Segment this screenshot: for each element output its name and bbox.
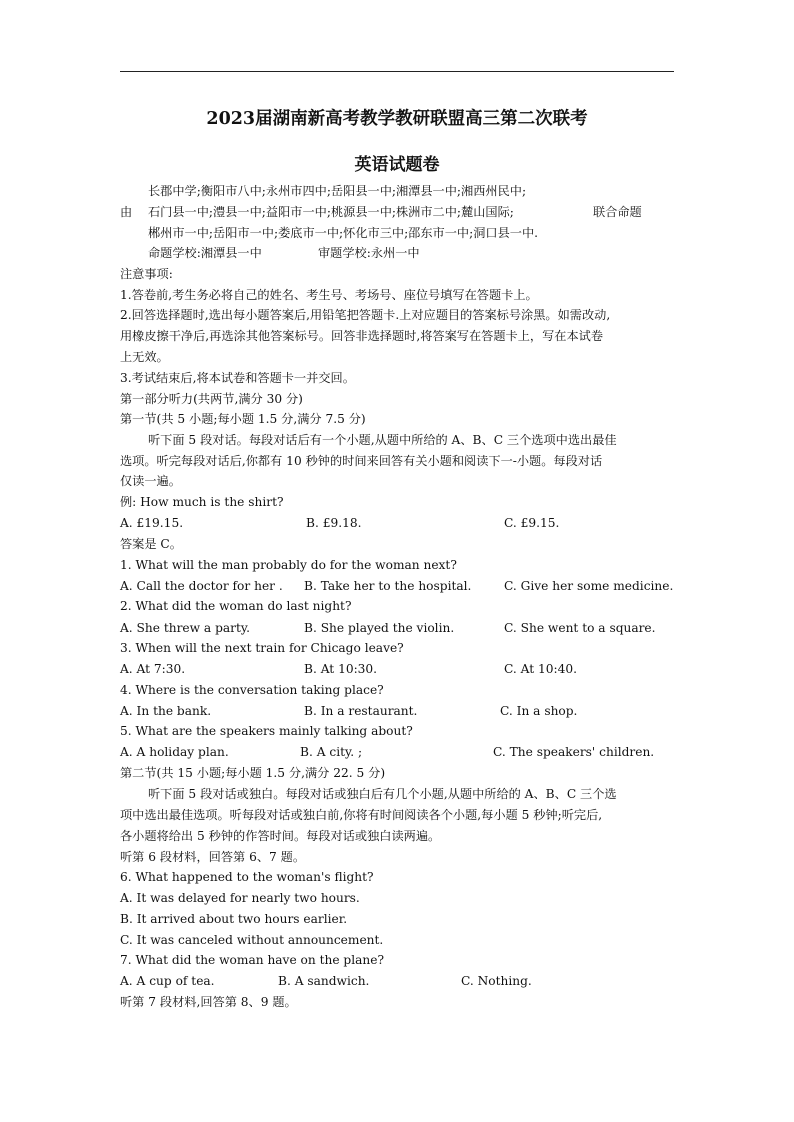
note-2-line-3: 上无效。 bbox=[120, 350, 169, 364]
top-rule bbox=[120, 71, 674, 72]
question-6: 6. What happened to the woman's flight? bbox=[120, 870, 374, 884]
q3-option-a: A. At 7:30. bbox=[120, 662, 186, 676]
q1-option-b: B. Take her to the hospital. bbox=[304, 579, 472, 593]
question-7: 7. What did the woman have on the plane? bbox=[120, 953, 384, 967]
schools-you: 由 bbox=[120, 205, 133, 219]
section2-instructions-3: 各小题将给出 5 秒钟的作答时间。每段对话或独白读两遍。 bbox=[120, 829, 441, 843]
question-4: 4. Where is the conversation taking place? bbox=[120, 683, 384, 697]
q6-option-c: C. It was canceled without announcement. bbox=[120, 933, 384, 947]
section1-instructions-2: 选项。听完每段对话后,你都有 10 秒钟的时间来回答有关小题和阅读下一-小题。每段对话 bbox=[120, 454, 603, 468]
q3-option-b: B. At 10:30. bbox=[304, 662, 378, 676]
question-5: 5. What are the speakers mainly talking about? bbox=[120, 724, 413, 738]
exam-title: 2023届湖南新高考教学教研联盟高三第二次联考 bbox=[206, 109, 588, 129]
example-question: 例: How much is the shirt? bbox=[120, 495, 284, 509]
q7-option-b: B. A sandwich. bbox=[278, 974, 370, 988]
reviewer-school: 审题学校:永州一中 bbox=[318, 246, 420, 260]
example-option-b: B. £9.18. bbox=[306, 516, 362, 530]
note-2-line-1: 2.回答选择题时,选出每小题答案后,用铅笔把答题卡.上对应题目的答案标号涂黑。如需改动, bbox=[120, 308, 611, 322]
q4-option-b: B. In a restaurant. bbox=[304, 704, 418, 718]
example-option-a: A. £19.15. bbox=[120, 516, 184, 530]
note-1: 1.答卷前,考生务必将自己的姓名、考生号、考场号、座位号填写在答题卡上。 bbox=[120, 288, 538, 302]
material-7-heading: 听第 7 段材料,回答第 8、9 题。 bbox=[120, 995, 297, 1009]
q5-option-c: C. The speakers' children. bbox=[493, 745, 655, 759]
section1-instructions-3: 仅读一遍。 bbox=[120, 474, 181, 488]
exam-subtitle: 英语试题卷 bbox=[354, 155, 440, 175]
q1-option-a: A. Call the doctor for her . bbox=[120, 579, 283, 593]
example-answer: 答案是 C。 bbox=[120, 537, 182, 551]
notes-heading: 注意事项: bbox=[120, 267, 173, 281]
section1-heading: 第一节(共 5 小题;每小题 1.5 分,满分 7.5 分) bbox=[120, 412, 366, 426]
note-2-line-2: 用橡皮擦干净后,再选涂其他答案标号。回答非选择题时,将答案写在答题卡上，写在本试卷 bbox=[120, 329, 604, 343]
question-3: 3. When will the next train for Chicago leave? bbox=[120, 641, 404, 655]
q3-option-c: C. At 10:40. bbox=[504, 662, 577, 676]
q2-option-a: A. She threw a party. bbox=[120, 621, 250, 635]
section2-heading: 第二节(共 15 小题;每小题 1.5 分,满分 22. 5 分) bbox=[120, 766, 386, 780]
question-1: 1. What will the man probably do for the woman next? bbox=[120, 558, 457, 572]
schools-line-1: 长郡中学;衡阳市八中;永州市四中;岳阳县一中;湘潭县一中;湘西州民中; bbox=[148, 184, 527, 198]
part1-heading: 第一部分听力(共两节,满分 30 分) bbox=[120, 392, 303, 406]
q4-option-c: C. In a shop. bbox=[500, 704, 578, 718]
q2-option-c: C. She went to a square. bbox=[504, 621, 656, 635]
q7-option-c: C. Nothing. bbox=[461, 974, 532, 988]
q1-option-c: C. Give her some medicine. bbox=[504, 579, 674, 593]
section2-instructions-2: 项中选出最佳选项。听每段对话或独白前,你将有时间阅读各个小题,每小题 5 秒钟;听完后, bbox=[120, 808, 603, 822]
schools-line-3: 郴州市一中;岳阳市一中;娄底市一中;怀化市三中;邵东市一中;洞口县一中. bbox=[148, 226, 539, 240]
section1-instructions-1: 听下面 5 段对话。每段对话后有一个小题,从题中所给的 A、B、C 三个选项中选出最佳 bbox=[148, 433, 617, 447]
example-option-c: C. £9.15. bbox=[504, 516, 560, 530]
q2-option-b: B. She played the violin. bbox=[304, 621, 455, 635]
joint-proposition: 联合命题 bbox=[593, 205, 642, 219]
note-3: 3.考试结束后,将本试卷和答题卡一并交回。 bbox=[120, 371, 355, 385]
material-6-heading: 听第 6 段材料，回答第 6、7 题。 bbox=[120, 850, 306, 864]
q7-option-a: A. A cup of tea. bbox=[120, 974, 215, 988]
q4-option-a: A. In the bank. bbox=[120, 704, 212, 718]
q5-option-b: B. A city. ; bbox=[300, 745, 363, 759]
section2-instructions-1: 听下面 5 段对话或独白。每段对话或独白后有几个小题,从题中所给的 A、B、C 三个选 bbox=[148, 787, 617, 801]
schools-line-2: 石门县一中;澧县一中;益阳市一中;桃源县一中;株洲市二中;麓山国际; bbox=[148, 205, 514, 219]
question-2: 2. What did the woman do last night? bbox=[120, 599, 352, 613]
q6-option-b: B. It arrived about two hours earlier. bbox=[120, 912, 348, 926]
q5-option-a: A. A holiday plan. bbox=[120, 745, 229, 759]
q6-option-a: A. It was delayed for nearly two hours. bbox=[120, 891, 360, 905]
proposer-school: 命题学校:湘潭县一中 bbox=[148, 246, 262, 260]
